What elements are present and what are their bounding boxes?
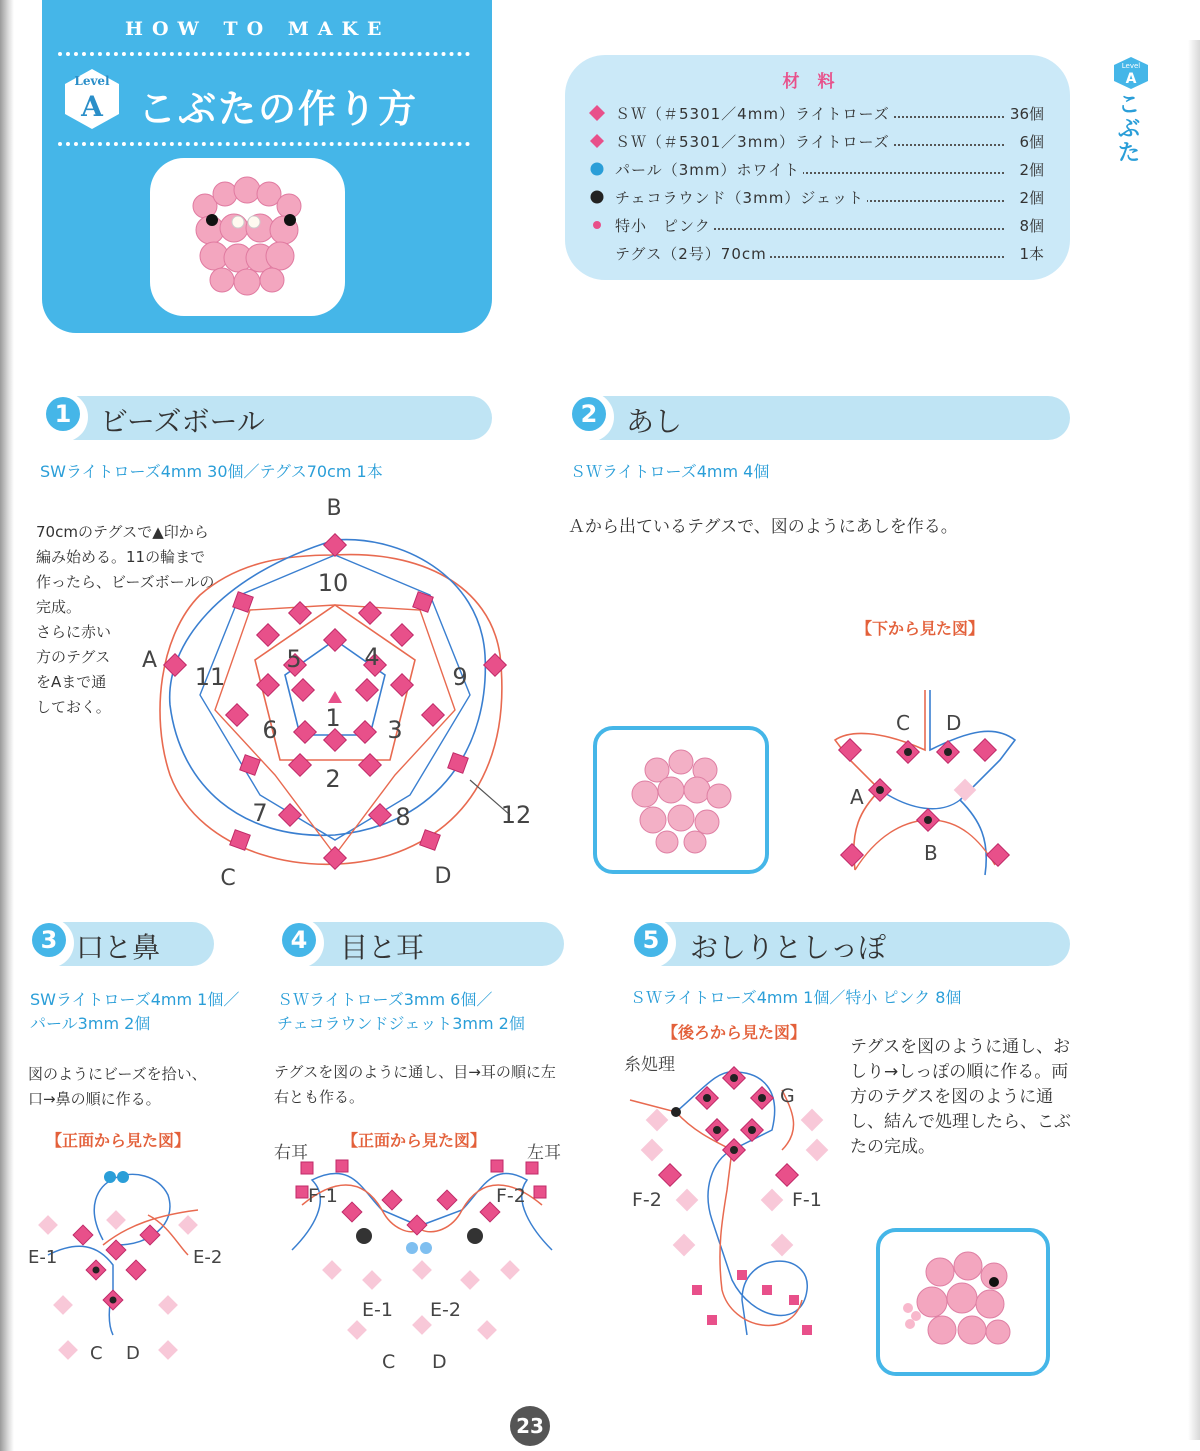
- label-D: D: [126, 1343, 140, 1364]
- svg-text:7: 7: [252, 799, 268, 827]
- label-C: C: [90, 1343, 103, 1364]
- material-row: [589, 213, 1044, 239]
- finish-thread-label: 糸処理: [624, 1055, 675, 1075]
- section-number: 2: [572, 397, 606, 431]
- section-2-text: Ａから出ているテグスで、図のようにあしを作る。: [568, 517, 958, 537]
- section-4-caption: 【正面から見た図】: [342, 1131, 487, 1150]
- material-name: ＳＷ（＃5301／3mm）ライトローズ: [615, 133, 893, 151]
- beaded-pig-image: [150, 158, 345, 316]
- page-number: 23: [510, 1406, 550, 1446]
- section-1-text: 70cmのテグスで▲印から編み始める。11の輪まで作ったら、ビーズボールの完成。: [36, 523, 215, 616]
- section-4-materials-1: ＳＷライトローズ3mm 6個／: [277, 990, 493, 1009]
- section-title: ビーズボール: [100, 405, 265, 438]
- section-number: 4: [282, 923, 316, 957]
- dotted-divider: [58, 52, 470, 56]
- material-row: [589, 241, 1044, 267]
- material-row: [589, 129, 1044, 155]
- label-A: A: [850, 785, 864, 809]
- tail-diagram: [622, 1050, 840, 1350]
- material-name: パール（3mm）ホワイト: [615, 161, 803, 179]
- svg-text:6: 6: [262, 716, 278, 744]
- svg-text:5: 5: [286, 645, 302, 673]
- label-E1: E-1: [28, 1247, 58, 1268]
- material-name: テグス（2号）70cm: [615, 245, 770, 263]
- material-row: [589, 185, 1044, 211]
- how-to-make-label: HOW TO MAKE: [125, 18, 391, 40]
- svg-text:8: 8: [395, 803, 411, 831]
- pink-diamond-icon: [589, 133, 605, 149]
- material-qty: 2個: [1019, 161, 1044, 179]
- section-1-header: [42, 396, 492, 440]
- bead-ball-diagram: [140, 495, 560, 890]
- right-ear-label: 右耳: [274, 1143, 308, 1163]
- finished-pig-photo: [150, 158, 345, 316]
- svg-text:1: 1: [325, 704, 341, 732]
- page-binding-shadow: [0, 0, 14, 1451]
- pink-diamond-icon: [589, 105, 605, 121]
- label-A: A: [142, 648, 158, 673]
- black-dot-icon: [589, 189, 605, 205]
- label-G: G: [780, 1085, 795, 1107]
- material-qty: 1本: [1019, 245, 1044, 263]
- small-pink-dot-icon: [589, 217, 605, 233]
- mouth-nose-diagram: [28, 1155, 238, 1370]
- section-3-materials-1: SWライトローズ4mm 1個／: [30, 990, 240, 1009]
- section-3-header: [32, 922, 214, 966]
- label-F1: F-1: [308, 1185, 338, 1207]
- section-4-text: テグスを図のように通し、目→耳の順に左右とも作る。: [274, 1063, 556, 1106]
- legs-photo: [593, 726, 769, 874]
- svg-text:2: 2: [325, 765, 341, 793]
- section-title: あし: [626, 405, 683, 438]
- label-F2: F-2: [496, 1185, 526, 1207]
- pig-back-image: [880, 1232, 1046, 1372]
- section-title: おしりとしっぽ: [690, 931, 887, 964]
- svg-text:12: 12: [500, 801, 532, 829]
- materials-panel: [565, 55, 1070, 280]
- section-4-materials-2: チェコラウンドジェット3mm 2個: [277, 1014, 525, 1033]
- section-3-caption: 【正面から見た図】: [46, 1131, 191, 1150]
- label-D: D: [432, 1351, 447, 1373]
- label-E2: E-2: [193, 1247, 223, 1268]
- svg-text:9: 9: [452, 663, 468, 691]
- side-tab-label: こぶた: [1118, 93, 1141, 166]
- page-title: こぶたの作り方: [138, 87, 419, 131]
- section-title: 目と耳: [340, 931, 425, 964]
- section-4-header: [278, 922, 564, 966]
- page-edge-shadow: [1188, 40, 1200, 1440]
- eyes-ears-diagram: [272, 1140, 572, 1375]
- level-word: Level: [74, 74, 110, 88]
- side-level-badge-icon: [1113, 56, 1149, 90]
- section-3-materials-2: パール3mm 2個: [30, 1014, 151, 1033]
- material-name: 特小 ピンク: [615, 217, 714, 235]
- blue-dot-icon: [589, 161, 605, 177]
- section-1-text-2: さらに赤い方のテグスをAまで通しておく。: [36, 623, 112, 716]
- material-row: [589, 157, 1044, 183]
- section-5-header: [630, 922, 1070, 966]
- material-name: ＳＷ（＃5301／4mm）ライトローズ: [615, 105, 893, 123]
- material-qty: 36個: [1009, 105, 1044, 123]
- section-5-caption: 【後ろから見た図】: [662, 1023, 807, 1042]
- label-F1: F-1: [792, 1189, 822, 1211]
- label-C: C: [220, 866, 236, 890]
- section-2-caption: 【下から見た図】: [856, 619, 985, 638]
- material-qty: 8個: [1019, 217, 1044, 235]
- section-5-materials: ＳＷライトローズ4mm 1個／特小 ピンク 8個: [630, 988, 962, 1007]
- section-number: 3: [32, 923, 66, 957]
- start-triangle-icon: [328, 691, 342, 703]
- section-number: 5: [634, 923, 668, 957]
- svg-text:A: A: [1125, 71, 1137, 87]
- svg-text:10: 10: [317, 569, 349, 597]
- label-D: D: [946, 711, 962, 735]
- section-2-header: [568, 396, 1070, 440]
- label-C: C: [382, 1351, 396, 1373]
- left-ear-label: 左耳: [527, 1143, 561, 1163]
- section-number: 1: [46, 397, 80, 431]
- label-C: C: [896, 711, 910, 735]
- tail-photo: [876, 1228, 1050, 1376]
- label-F2: F-2: [632, 1189, 662, 1211]
- level-letter: A: [81, 90, 103, 123]
- materials-title: 材料: [782, 72, 853, 92]
- label-B: B: [924, 841, 938, 865]
- section-2-materials: ＳＷライトローズ4mm 4個: [570, 462, 770, 481]
- section-title: 口と鼻: [76, 931, 161, 964]
- svg-text:Level: Level: [1121, 62, 1141, 70]
- dotted-divider: [58, 142, 470, 146]
- legs-diagram: [820, 670, 1020, 885]
- label-D: D: [434, 864, 452, 889]
- label-B: B: [326, 496, 342, 521]
- bead-ball-image: [597, 730, 765, 870]
- material-qty: 6個: [1019, 133, 1044, 151]
- svg-text:4: 4: [364, 643, 380, 671]
- section-5-text: テグスを図のように通し、おしり→しっぽの順に作る。両方のテグスを図のように通し、結んで処理したら、こぶたの完成。: [850, 1037, 1071, 1157]
- svg-text:3: 3: [387, 716, 403, 744]
- section-1-materials: SWライトローズ4mm 30個／テグス70cm 1本: [40, 462, 383, 481]
- label-E1: E-1: [362, 1299, 393, 1321]
- svg-text:11: 11: [194, 663, 226, 691]
- section-3-text: 図のようにビーズを拾い、口→鼻の順に作る。: [28, 1065, 207, 1108]
- material-row: [589, 101, 1044, 127]
- material-name: チェコラウンド（3mm）ジェット: [615, 189, 867, 207]
- label-E2: E-2: [430, 1299, 461, 1321]
- material-qty: 2個: [1019, 189, 1044, 207]
